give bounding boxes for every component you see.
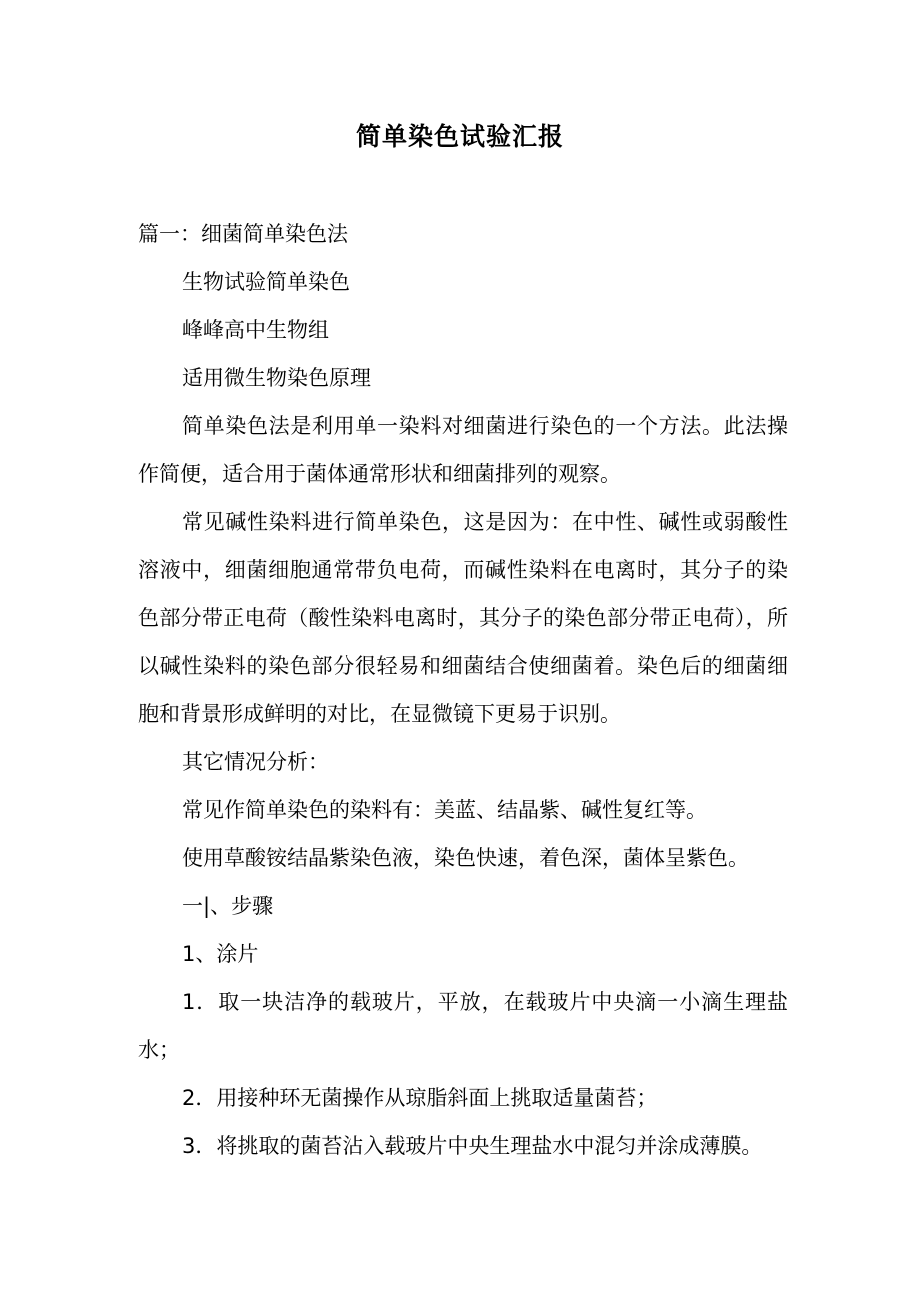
- document-title: 简单染色试验汇报: [355, 122, 564, 151]
- step-heading: 1、涂片: [182, 942, 259, 966]
- principle-heading: 适用微生物染色原理: [182, 366, 371, 390]
- document-body: [138, 210, 788, 1170]
- paragraph: 常见作简单染色的染料有：美蓝、结晶紫、碱性复红等。: [182, 798, 707, 822]
- paragraph: 常见碱性染料进行简单染色，这是因为：在中性、碱性或弱酸性溶液中，细菌细胞通常带负电荷，而碱性染料在电离时，其分子的染色部分带正电荷（酸性染料电离时，其分子的染色部分带正电荷），所以碱性染料的染色部分很轻易和细菌结合使细菌着。染色后的细菌细胞和背景形成鲜明的对比，在显微镜下更易于识别。: [138, 510, 788, 726]
- section-heading: 篇一：细菌简单染色法: [138, 222, 348, 246]
- list-item: 3．将挑取的菌苔沾入载玻片中央生理盐水中混匀并涂成薄膜。: [182, 1134, 763, 1158]
- paragraph: 简单染色法是利用单一染料对细菌进行染色的一个方法。此法操作简便，适合用于菌体通常形状和细菌排列的观察。: [138, 414, 788, 486]
- steps-heading: 一|、步骤: [182, 894, 274, 918]
- paragraph: 使用草酸铵结晶紫染色液，染色快速，着色深，菌体呈紫色。: [182, 846, 749, 870]
- analysis-heading: 其它情况分析：: [182, 750, 329, 774]
- list-item: 1．取一块洁净的载玻片，平放，在载玻片中央滴一小滴生理盐水；: [138, 990, 788, 1062]
- list-item: 2．用接种环无菌操作从琼脂斜面上挑取适量菌苔；: [182, 1086, 658, 1110]
- author-line: 峰峰高中生物组: [182, 318, 329, 342]
- subtitle-line: 生物试验简单染色: [182, 270, 350, 294]
